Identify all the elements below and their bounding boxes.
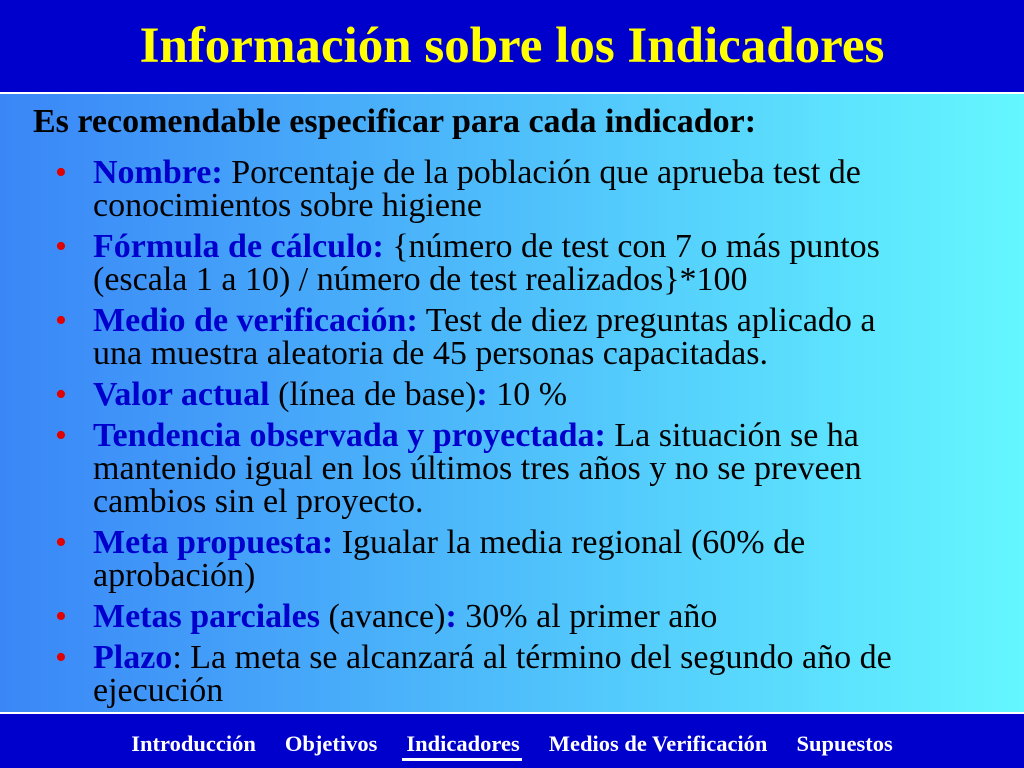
bullet-icon: • <box>55 302 67 339</box>
nav-link-medios-de-verificacion[interactable] <box>549 730 768 758</box>
item-line <box>93 526 1024 559</box>
indicator-item-formula <box>0 230 1024 296</box>
intro-heading: Es recomendable especificar para cada indicador: <box>33 103 757 140</box>
bullet-icon: • <box>55 417 67 454</box>
nav-link-supuestos[interactable] <box>796 730 892 758</box>
bullet-icon: • <box>55 639 67 676</box>
bullet-icon: • <box>55 228 67 265</box>
item-line <box>93 156 1024 189</box>
item-text: 30% al primer año <box>465 598 718 635</box>
slide-body <box>0 94 1024 712</box>
slide-navigation <box>0 730 1024 758</box>
item-line <box>93 378 1024 411</box>
bullet-icon: • <box>55 598 67 635</box>
footer-bar <box>0 712 1024 768</box>
indicator-item-medio-verificacion <box>0 304 1024 370</box>
item-text: {número de test con 7 o más puntos <box>392 228 880 265</box>
current-page-underline <box>402 758 521 761</box>
item-text-continued: (escala 1 a 10) / número de test realizados}*100 <box>93 261 748 298</box>
item-colon: : <box>476 376 488 413</box>
nav-link-introduccion[interactable] <box>131 730 256 758</box>
item-text-continued: cambios sin el proyecto. <box>93 483 424 520</box>
nav-link-label: Supuestos <box>796 731 893 756</box>
item-label: Nombre: <box>93 154 223 191</box>
item-qualifier: (avance) <box>328 598 446 635</box>
item-text-continued: conocimientos sobre higiene <box>93 187 483 224</box>
indicator-list <box>0 156 1024 715</box>
indicator-item-nombre <box>0 156 1024 222</box>
indicator-item-valor-actual <box>0 378 1024 411</box>
item-line <box>93 230 1024 263</box>
item-text-continued: mantenido igual en los últimos tres años y no se preveen <box>93 450 862 487</box>
item-label: Fórmula de cálculo: <box>93 228 384 265</box>
item-text-continued: una muestra aleatoria de 45 personas capacitadas. <box>93 335 768 372</box>
nav-link-label: Objetivos <box>284 731 378 756</box>
item-text: : La meta se alcanzará al término del segundo año de <box>172 639 892 676</box>
nav-link-objetivos[interactable] <box>285 730 378 758</box>
indicator-item-plazo <box>0 641 1024 707</box>
indicator-item-metas-parciales <box>0 600 1024 633</box>
item-label: Plazo <box>93 639 173 676</box>
slide-title: Información sobre los Indicadores <box>139 18 885 74</box>
bullet-icon: • <box>55 154 67 191</box>
item-line <box>93 419 1024 452</box>
nav-link-label: Indicadores <box>406 731 520 756</box>
item-colon: : <box>445 598 457 635</box>
item-line <box>93 600 1024 633</box>
indicator-item-meta-propuesta <box>0 526 1024 592</box>
nav-link-indicadores[interactable] <box>406 730 519 758</box>
item-label: Meta propuesta: <box>93 524 334 561</box>
bullet-icon: • <box>55 524 67 561</box>
item-label: Medio de verificación: <box>93 302 418 339</box>
item-text: Porcentaje de la población que aprueba test de <box>231 154 861 191</box>
indicator-item-tendencia <box>0 419 1024 518</box>
item-label: Valor actual <box>93 376 270 413</box>
bullet-icon: • <box>55 376 67 413</box>
nav-link-label: Introducción <box>131 731 256 756</box>
item-label: Tendencia observada y proyectada: <box>93 417 606 454</box>
item-qualifier: (línea de base) <box>278 376 477 413</box>
item-line <box>93 304 1024 337</box>
title-bar <box>0 0 1024 94</box>
item-text-continued: aprobación) <box>93 557 256 594</box>
item-text: La situación se ha <box>614 417 859 454</box>
item-text-continued: ejecución <box>93 672 224 709</box>
nav-link-label: Medios de Verificación <box>548 731 768 756</box>
item-text: 10 % <box>496 376 568 413</box>
item-text: Igualar la media regional (60% de <box>341 524 806 561</box>
item-line <box>93 641 1024 674</box>
item-text: Test de diez preguntas aplicado a <box>425 302 876 339</box>
item-label: Metas parciales <box>93 598 320 635</box>
